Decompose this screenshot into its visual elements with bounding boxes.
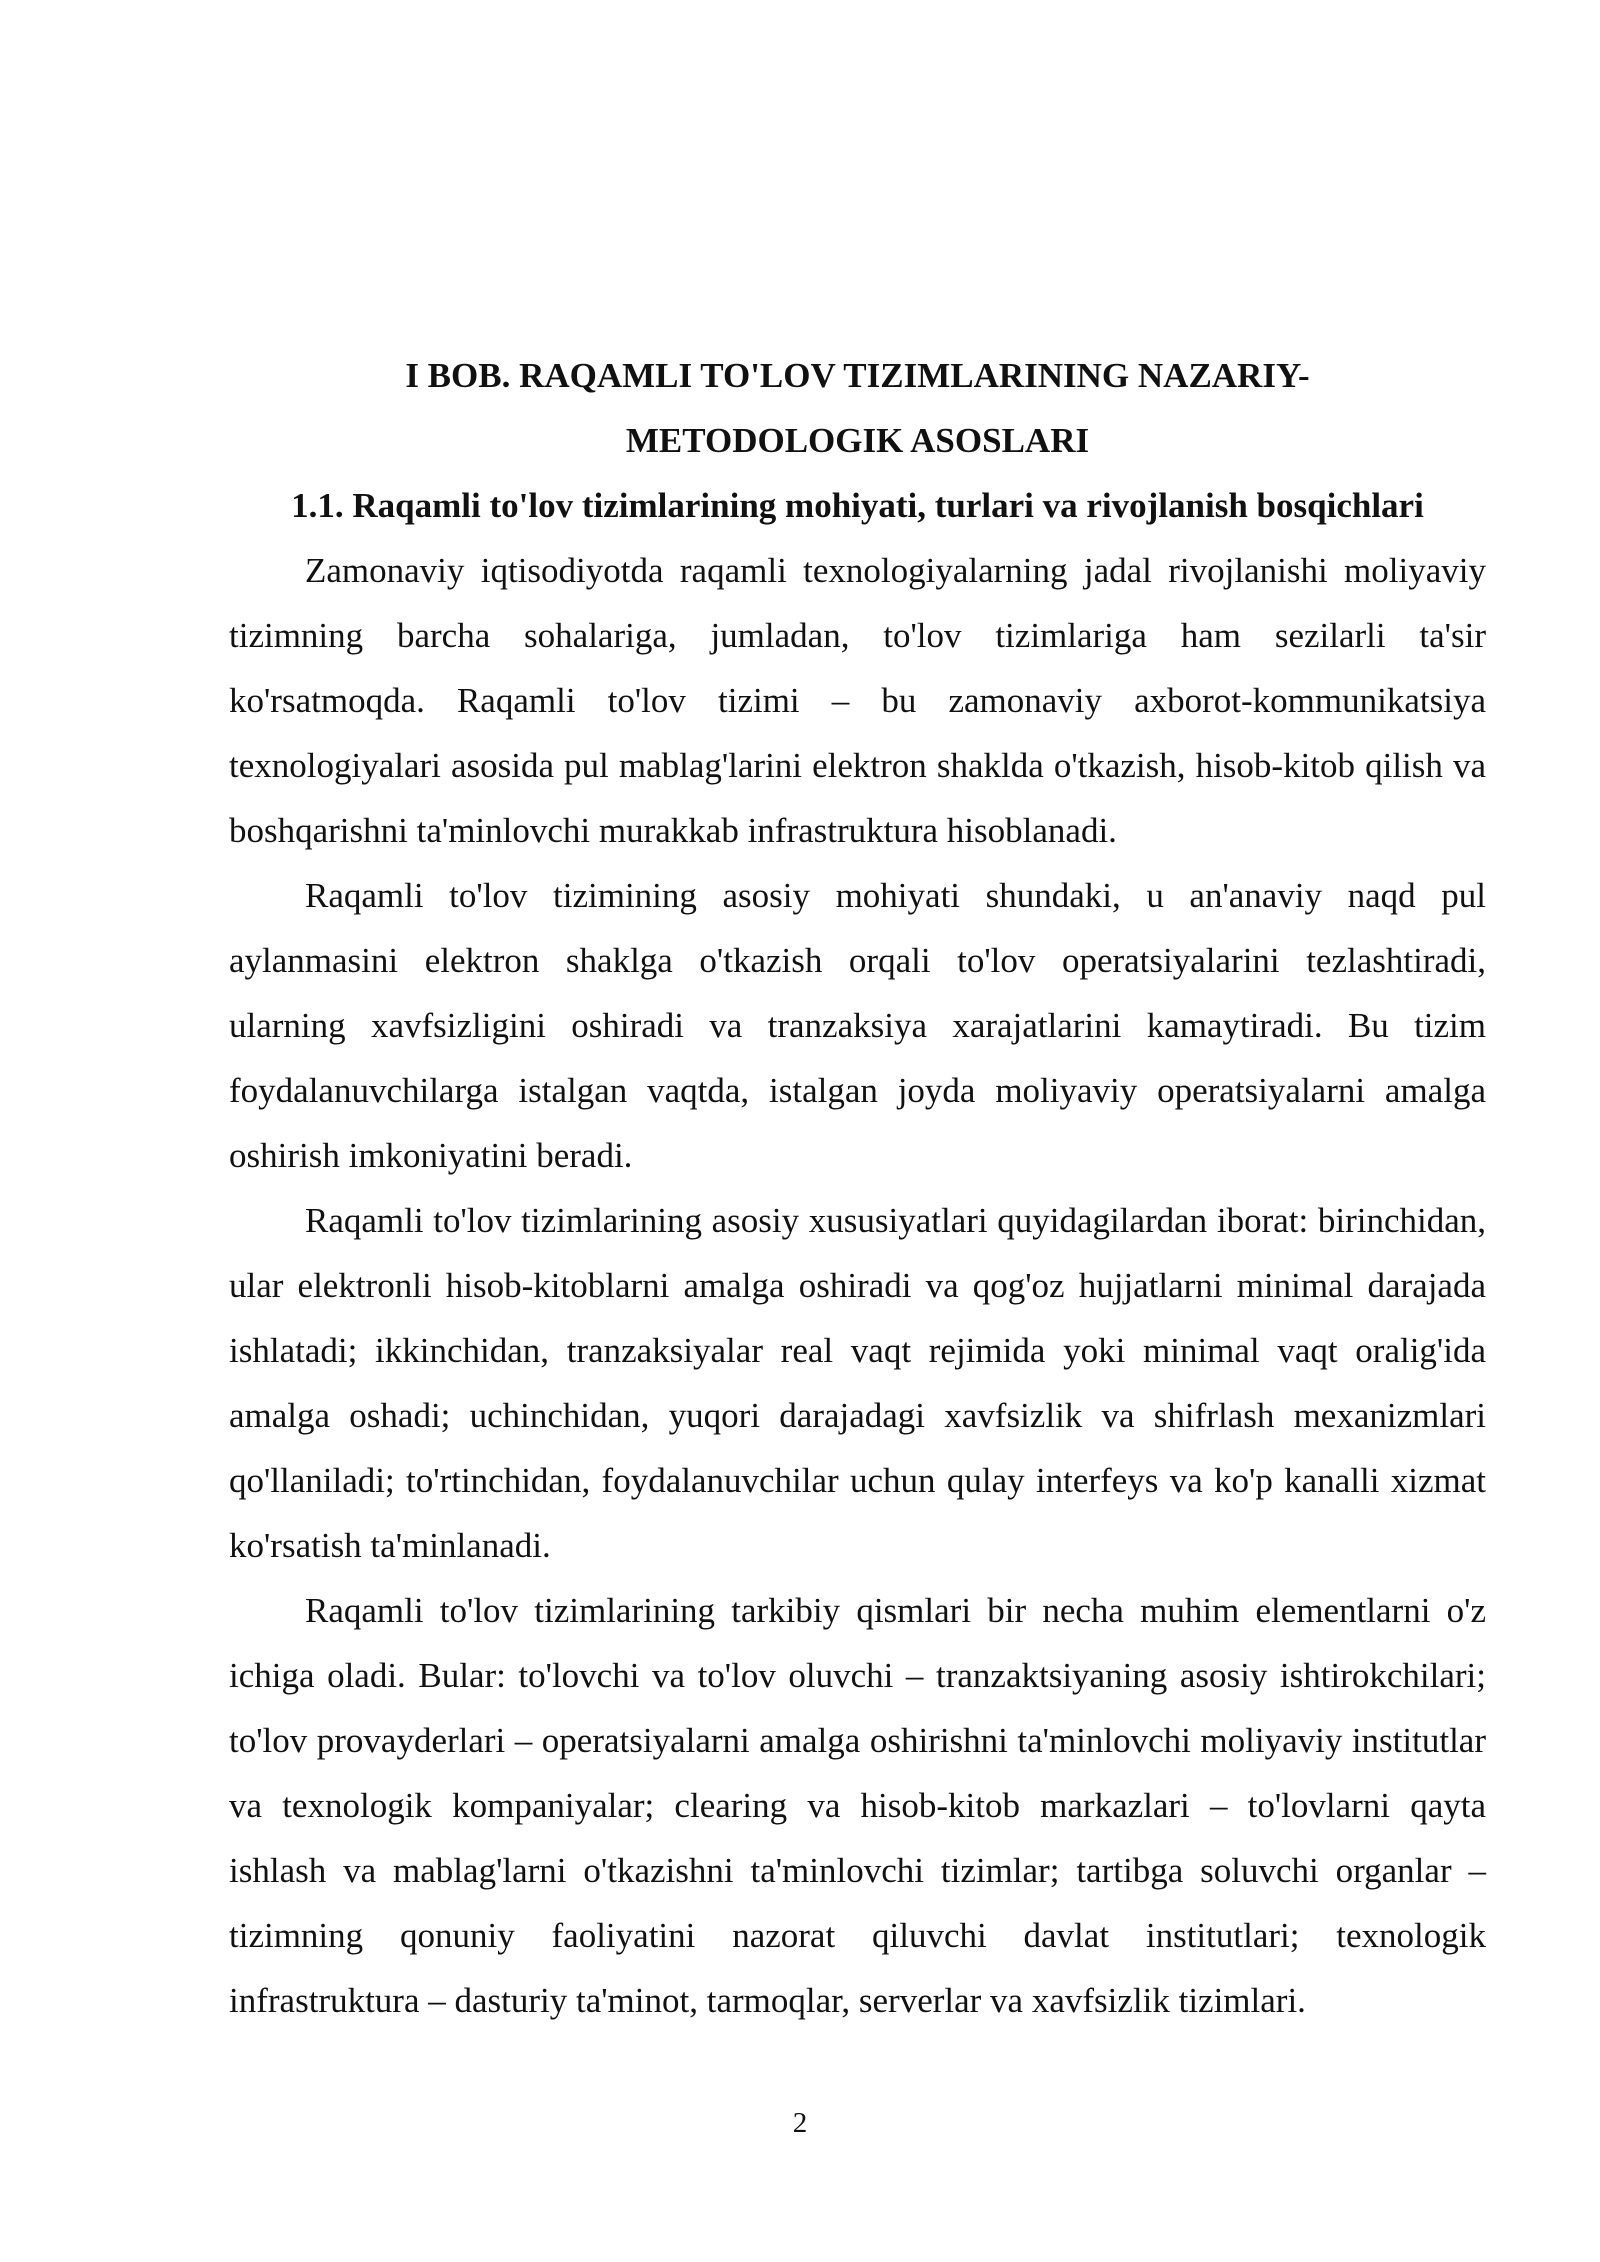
- page-number: 2: [792, 2107, 808, 2139]
- section-title: 1.1. Raqamli to'lov tizimlarining mohiyati, turlari va rivojlanish bosqichlari: [291, 486, 1424, 525]
- page-content: [229, 343, 1486, 2033]
- body-paragraph-3: Raqamli to'lov tizimlarining asosiy xususiyatlari quyidagilardan iborat: birinchidan, ular elektronli hisob-kitoblarni amalga oshiradi va qog'oz hujjatlarni minimal darajada ishlatadi; ikkinchidan, tranzaksiyalar real vaqt rejimida yoki minimal vaqt oralig'ida amalga oshadi; uchinchidan, yuqori darajadagi xavfsizlik va shifrlash mexanizmlari qo'llaniladi; to'rtinchidan, foydalanuvchilar uchun qulay interfeys va ko'p kanalli xizmat ko'rsatish ta'minlanadi.: [229, 1201, 1486, 1565]
- chapter-title: [229, 343, 1486, 473]
- body-paragraph-4: Raqamli to'lov tizimlarining tarkibiy qismlari bir necha muhim elementlarni o'z ichiga oladi. Bular: to'lovchi va to'lov oluvchi – tranzaktsiyaning asosiy ishtirokchilari; to'lov provayderlari – operatsiyalarni amalga oshirishni ta'minlovchi moliyaviy institutlar va texnologik kompaniyalar; clearing va hisob-kitob markazlari – to'lovlarni qayta ishlash va mablag'larni o'tkazishni ta'minlovchi tizimlar; tartibga soluvchi organlar – tizimning qonuniy faoliyatini nazorat qiluvchi davlat institutlari; texnologik infrastruktura – dasturiy ta'minot, tarmoqlar, serverlar va xavfsizlik tizimlari.: [229, 1591, 1486, 2020]
- chapter-title-line-2: METODOLOGIK ASOSLARI: [625, 421, 1090, 460]
- body-paragraph-1: Zamonaviy iqtisodiyotda raqamli texnologiyalarning jadal rivojlanishi moliyaviy tizimning barcha sohalariga, jumladan, to'lov tizimlariga ham sezilarli ta'sir ko'rsatmoqda. Raqamli to'lov tizimi – bu zamonaviy axborot-kommunikatsiya texnologiyalari asosida pul mablag'larini elektron shaklda o'tkazish, hisob-kitob qilish va boshqarishni ta'minlovchi murakkab infrastruktura hisoblanadi.: [229, 551, 1486, 850]
- body-paragraph-2: Raqamli to'lov tizimining asosiy mohiyati shundaki, u an'anaviy naqd pul aylanmasini elektron shaklga o'tkazish orqali to'lov operatsiyalarini tezlashtiradi, ularning xavfsizligini oshiradi va tranzaksiya xarajatlarini kamaytiradi. Bu tizim foydalanuvchilarga istalgan vaqtda, istalgan joyda moliyaviy operatsiyalarni amalga oshirish imkoniyatini beradi.: [229, 876, 1486, 1175]
- chapter-title-line-1: I BOB. RAQAMLI TO'LOV TIZIMLARINING NAZARIY-: [405, 356, 1310, 395]
